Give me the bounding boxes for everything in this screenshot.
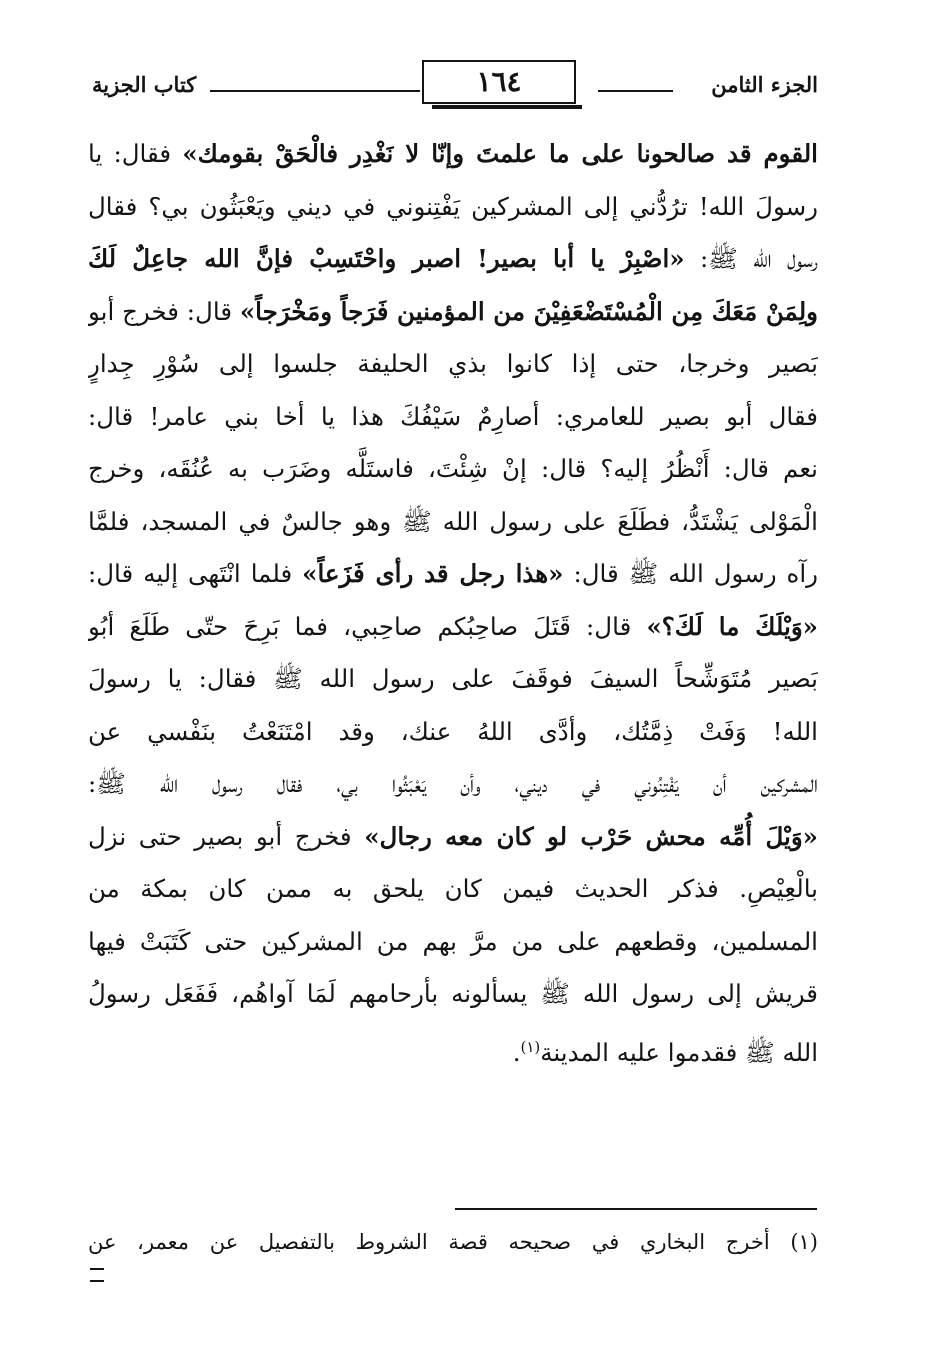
text-line bbox=[88, 286, 818, 339]
text-line bbox=[88, 811, 818, 864]
text-segment: فقال أبو بصير للعامري: أصارِمٌ سَيْفُكَ هذا يا أخا بني عامر! قال: bbox=[88, 401, 818, 431]
page-header bbox=[92, 58, 818, 110]
footnote-ref: (١) bbox=[520, 1037, 541, 1056]
text-segment: بَصير مُتَوَشِّحاً السيفَ فوقَفَ على رسول الله ﷺ فقال: يا رسولَ bbox=[88, 664, 818, 693]
text-line bbox=[88, 1021, 818, 1074]
text-segment: فقال: يا bbox=[88, 139, 183, 168]
text-line bbox=[88, 443, 818, 496]
text-segment: . bbox=[512, 1037, 521, 1067]
text-line bbox=[88, 548, 818, 601]
text-segment: رسول الله ﷺ: bbox=[684, 244, 818, 273]
text-segment: «هذا رجل قد رأى فَزَعاً» bbox=[302, 559, 564, 588]
text-segment: الله ﷺ فقدموا عليه المدينة bbox=[540, 1037, 818, 1067]
text-segment: فلما انْتَهى إليه قال: bbox=[88, 559, 303, 588]
text-segment: قال: قَتَلَ صاحِبُكم صاحِبي، فما بَرِحَ حتّى طَلَعَ أبُو bbox=[88, 611, 647, 641]
text-segment: قال: فخرج أبو bbox=[88, 296, 240, 326]
text-segment: رآه رسول الله ﷺ قال: bbox=[563, 559, 818, 588]
text-line bbox=[88, 706, 818, 759]
text-line bbox=[88, 181, 818, 234]
text-segment: الْمَوْلى يَشْتَدُّ، فطَلَعَ على رسول الله ﷺ وهو جالسٌ في المسجد، فلمَّا bbox=[88, 506, 818, 536]
text-segment: المسلمين، وقطعهم على من مرَّ بهم من المشركين حتى كَتَبَتْ فيها bbox=[88, 926, 818, 956]
text-line bbox=[88, 601, 818, 654]
text-line bbox=[88, 496, 818, 549]
header-rule-left bbox=[210, 90, 420, 92]
page-number-box: ١٦٤ bbox=[422, 60, 576, 104]
part-title: الجزء الثامن bbox=[711, 72, 818, 97]
text-line bbox=[88, 916, 818, 969]
main-text bbox=[88, 128, 818, 1073]
footnote-separator bbox=[455, 1208, 817, 1210]
text-segment: الله! وَفَتْ ذِمَّتُك، وأدَّى اللهُ عنك، وقد امْتَنَعْتُ بنَفْسي عن bbox=[88, 716, 818, 746]
text-segment: القوم قد صالحونا على ما علمتَ وإنّا لا نَغْدِر فالْحَقْ بقومك» bbox=[182, 139, 818, 168]
text-segment: بالْعِيْصِ. فذكر الحديث فيمن كان يلحق به ممن كان بمكة من bbox=[88, 874, 818, 903]
text-segment: المشركين أن يَفْتِنُوني في ديني، وأن يَعْبَثُوا بي، فقال رسول الله ﷺ: bbox=[88, 769, 818, 798]
book-title: كتاب الجزية bbox=[92, 72, 197, 97]
text-line bbox=[88, 338, 818, 391]
text-segment: فخرج أبو بصير حتى نزل bbox=[88, 821, 365, 851]
text-segment: قريش إلى رسول الله ﷺ يسألونه بأرحامهم لَمَا آواهُم، فَفَعَل رسولُ bbox=[88, 979, 818, 1008]
footnote: (١) أخرج البخاري في صحيحه قصة الشروط بالتفصيل عن معمر، عن bbox=[88, 1230, 818, 1254]
text-segment: «اصْبِرْ يا أبا بصير! اصبر واحْتَسِبْ فإنَّ الله جاعِلٌ لَكَ bbox=[88, 244, 685, 273]
continuation-mark bbox=[90, 1268, 104, 1282]
text-segment: نعم قال: أَنْظُرُ إليه؟ قال: إنْ شِئْتَ، فاستَلَّه وضَرَب به عُنُقَه، وخرج bbox=[88, 454, 818, 483]
text-line bbox=[88, 758, 818, 811]
text-line bbox=[88, 653, 818, 706]
text-segment: ولِمَنْ مَعَكَ مِن الْمُسْتَضْعَفِيْنَ من المؤمنين فَرَجاً ومَخْرَجاً» bbox=[239, 296, 818, 326]
text-segment: «وَيْلَكَ ما لَكَ؟» bbox=[646, 611, 818, 641]
text-line bbox=[88, 863, 818, 916]
text-segment: رسولَ الله! ترُدُّني إلى المشركين يَفْتِنوني في ديني ويَعْبَثُون بي؟ فقال bbox=[88, 191, 818, 221]
text-line bbox=[88, 128, 818, 181]
text-line bbox=[88, 233, 818, 286]
text-line bbox=[88, 968, 818, 1021]
text-segment: بَصير وخرجا، حتى إذا كانوا بذي الحليفة جلسوا إلى سُوْرِ جِدارٍ bbox=[88, 349, 818, 378]
text-line bbox=[88, 391, 818, 444]
header-rule-right bbox=[598, 90, 673, 92]
text-segment: «وَيْلَ أُمِّه محش حَرْب لو كان معه رجال» bbox=[364, 821, 818, 851]
